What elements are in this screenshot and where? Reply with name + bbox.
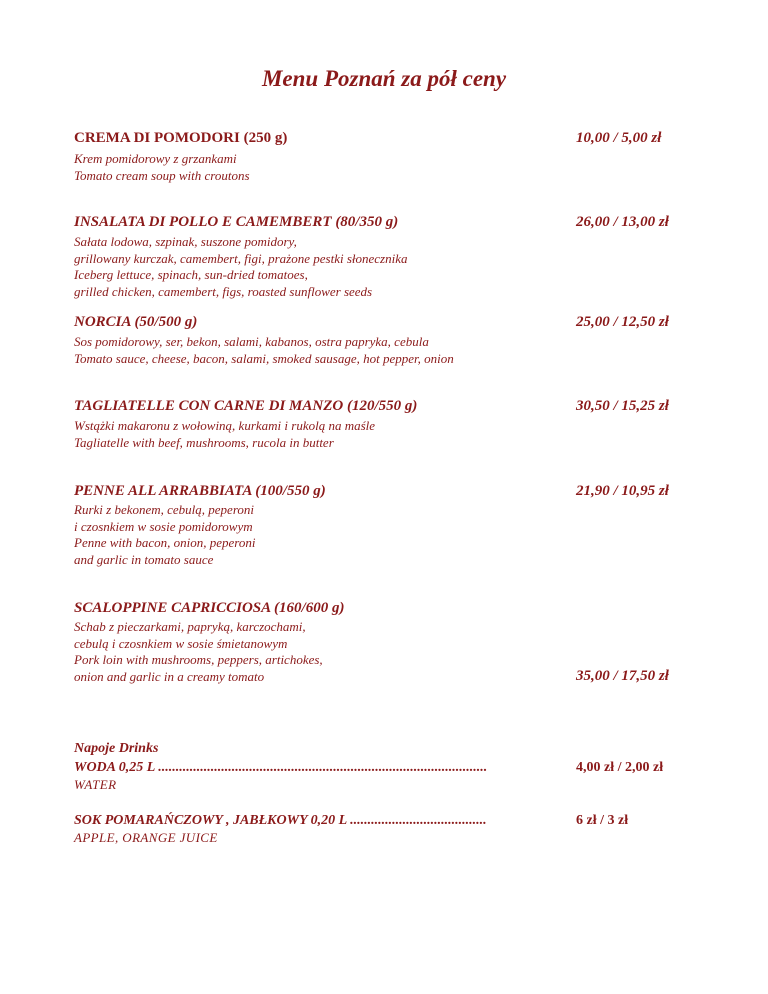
description-line: Tagliatelle with beef, mushrooms, rucola in butter	[74, 434, 334, 450]
description-line: Wstążki makaronu z wołowiną, kurkami i rukolą na maśle	[74, 418, 376, 433]
menu-item-name: INSALATA DI POLLO E CAMEMBERT (80/350 g)	[74, 214, 399, 230]
drink-item	[74, 760, 664, 776]
description-line: Sos pomidorowy, ser, bekon, salami, kabanos, ostra papryka, cebula	[74, 334, 429, 349]
description-line: i czosnkiem w sosie pomidorowym	[74, 518, 253, 534]
menu-item-price: 10,00 / 5,00 zł	[576, 130, 662, 146]
menu-item-description	[74, 418, 375, 451]
description-line: and garlic in tomato sauce	[74, 551, 214, 567]
menu-item-name: PENNE ALL ARRABBIATA (100/550 g)	[74, 483, 326, 499]
menu-item-name: CREMA DI POMODORI (250 g)	[74, 130, 288, 146]
description-line: Rurki z bekonem, cebulą, peperoni	[74, 502, 255, 517]
menu-item-description	[74, 234, 408, 300]
menu-item-description	[74, 334, 454, 367]
drinks-section-title: Napoje Drinks	[74, 741, 159, 756]
drink-item-subtitle: WATER	[74, 777, 117, 792]
menu-item-name: SCALOPPINE CAPRICCIOSA (160/600 g)	[74, 600, 345, 616]
description-line: Penne with bacon, onion, peperoni	[74, 535, 256, 550]
page-title: Menu Poznań za pół ceny	[261, 66, 507, 91]
menu-item-price: 26,00 / 13,00 zł	[576, 214, 669, 230]
description-line: Schab z pieczarkami, papryką, karczochami,	[74, 619, 306, 634]
description-line: Krem pomidorowy z grzankami	[74, 151, 237, 166]
drink-item-price: 6 zł / 3 zł	[576, 813, 629, 828]
drink-item-price: 4,00 zł / 2,00 zł	[576, 760, 664, 775]
description-line: cebulą i czosnkiem w sosie śmietanowym	[74, 635, 288, 651]
drink-item	[74, 813, 629, 829]
menu-item-price: 25,00 / 12,50 zł	[576, 314, 669, 330]
description-line: grilled chicken, camembert, figs, roasted sunflower seeds	[74, 283, 373, 299]
menu-item-name: NORCIA (50/500 g)	[74, 314, 198, 330]
menu-item-price: 21,90 / 10,95 zł	[576, 483, 669, 499]
drink-item-name: WODA 0,25 L ..............................................................................................	[74, 760, 488, 775]
description-line: Tomato cream soup with croutons	[74, 167, 250, 183]
description-line: Iceberg lettuce, spinach, sun-dried tomatoes,	[74, 267, 308, 282]
description-line: grillowany kurczak, camembert, figi, prażone pestki słonecznika	[74, 250, 408, 266]
menu-item-name: TAGLIATELLE CON CARNE DI MANZO (120/550 g)	[74, 398, 418, 414]
menu-item-description	[74, 619, 323, 685]
drink-item-subtitle: APPLE, ORANGE JUICE	[74, 830, 218, 845]
description-line: Tomato sauce, cheese, bacon, salami, smoked sausage, hot pepper, onion	[74, 350, 454, 366]
description-line: Sałata lodowa, szpinak, suszone pomidory,	[74, 234, 297, 249]
menu-item-price: 35,00 / 17,50 zł	[576, 668, 669, 684]
menu-item-description	[74, 502, 256, 568]
description-line: onion and garlic in a creamy tomato	[74, 668, 265, 684]
menu-item-description	[74, 151, 250, 184]
description-line: Pork loin with mushrooms, peppers, artichokes,	[74, 652, 323, 667]
menu-item-price: 30,50 / 15,25 zł	[576, 398, 669, 414]
drink-item-name: SOK POMARAŃCZOWY , JABŁKOWY 0,20 L .......................................	[74, 813, 487, 828]
